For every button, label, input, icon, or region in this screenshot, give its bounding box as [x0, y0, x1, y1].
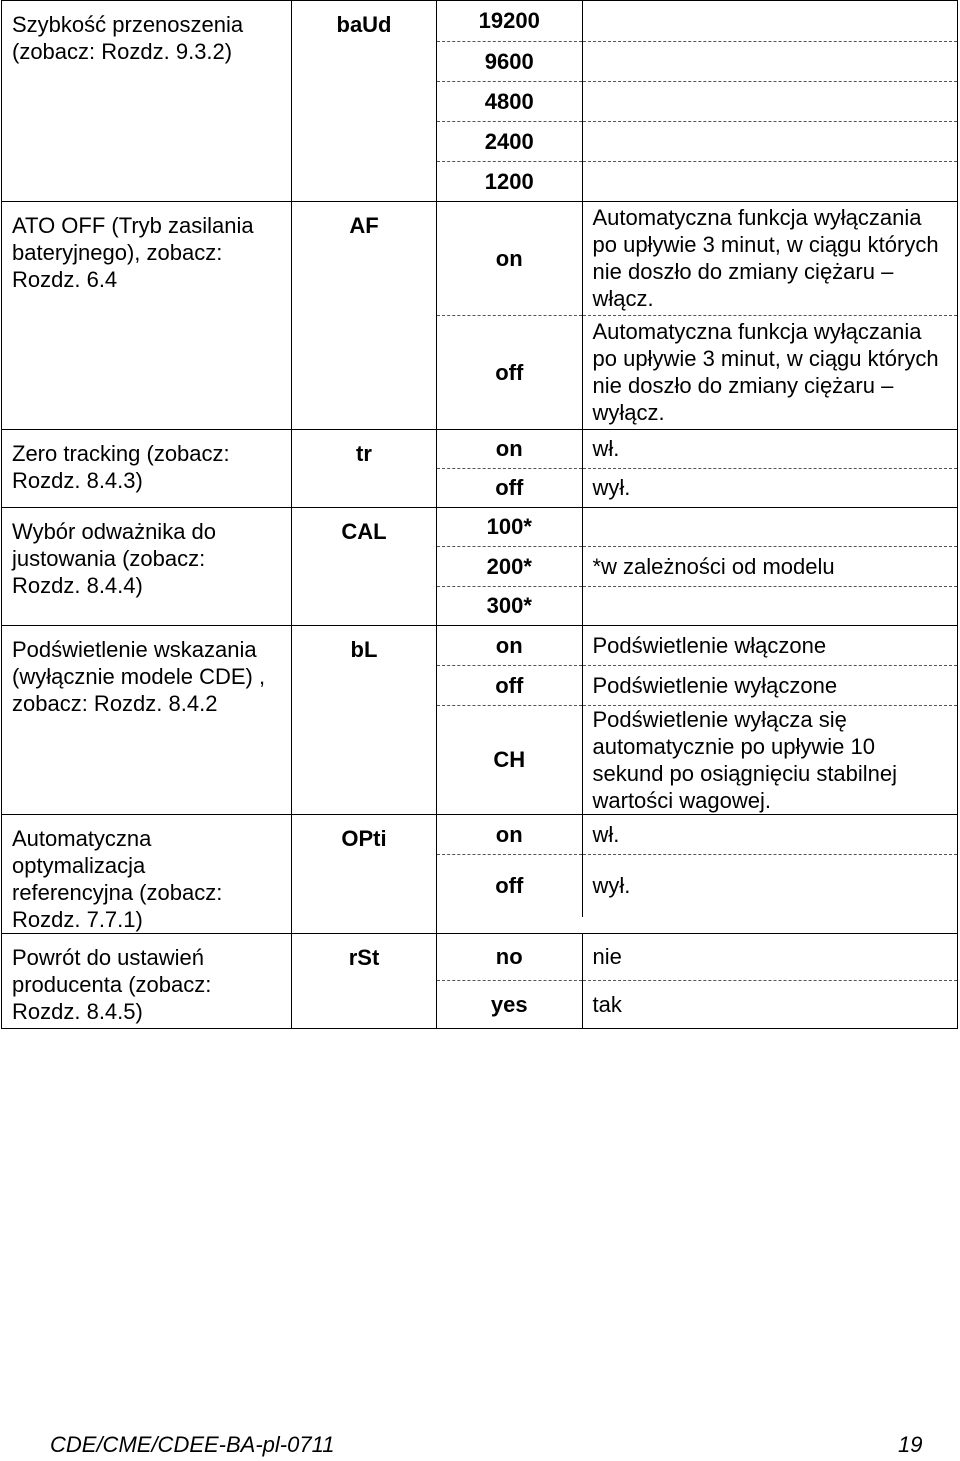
- setting-description-line: Podświetlenie wskazania: [12, 637, 257, 662]
- setting-code: OPti: [341, 825, 387, 851]
- option-description-line: automatycznie po upływie 10: [592, 733, 875, 759]
- option-value: no: [437, 934, 582, 981]
- setting-options: [437, 508, 958, 626]
- option-description: [582, 315, 957, 429]
- settings-row: [2, 430, 958, 508]
- option-description-line: nie doszło do zmiany ciężaru –: [592, 373, 894, 399]
- option-value: 1200: [437, 161, 582, 201]
- setting-description: [2, 814, 292, 933]
- setting-description-line: producenta (zobacz:: [12, 971, 212, 997]
- option-description-line: nie: [592, 944, 622, 970]
- setting-description-line: referencyjna (zobacz:: [12, 879, 223, 905]
- option-description-line: Podświetlenie wyłącza się: [592, 706, 847, 732]
- option-description: [582, 468, 957, 507]
- option-description: [582, 430, 957, 468]
- option-description-line: Podświetlenie wyłączone: [592, 672, 838, 698]
- option-description: [582, 161, 957, 201]
- settings-table-body: [2, 1, 958, 1029]
- setting-code: rSt: [348, 944, 380, 970]
- setting-description-line: optymalizacja: [12, 852, 146, 878]
- option-value: 2400: [437, 121, 582, 161]
- option-description-line: wartości wagowej.: [592, 787, 772, 813]
- settings-table: [1, 0, 958, 1029]
- option-row: [437, 468, 957, 507]
- option-value: on: [437, 430, 582, 468]
- setting-description: [2, 202, 292, 430]
- option-value: 19200: [437, 1, 582, 41]
- option-description: [582, 1, 957, 41]
- option-description: [582, 981, 957, 1028]
- setting-description-line: Wybór odważnika do: [12, 519, 217, 544]
- setting-description: [2, 430, 292, 508]
- option-value: off: [437, 665, 582, 705]
- setting-description-line: (wyłącznie modele CDE) ,: [12, 664, 266, 689]
- setting-code: AF: [349, 213, 379, 238]
- option-row: [437, 705, 957, 814]
- setting-options: [437, 933, 958, 1028]
- option-value: 4800: [437, 81, 582, 121]
- setting-code-cell: [292, 626, 437, 815]
- setting-code-cell: [292, 430, 437, 508]
- option-row: [437, 626, 957, 665]
- option-value: on: [437, 815, 582, 855]
- option-description: [582, 705, 957, 814]
- option-description: [582, 121, 957, 161]
- option-description: [582, 202, 957, 315]
- option-row: [437, 430, 957, 468]
- option-value: on: [437, 202, 582, 315]
- option-value: 300*: [437, 586, 582, 625]
- option-value: 200*: [437, 546, 582, 586]
- option-value: off: [437, 855, 582, 917]
- option-description-line: Automatyczna funkcja wyłączania: [592, 205, 922, 231]
- setting-code-cell: [292, 202, 437, 430]
- setting-description-line: Automatyczna: [12, 825, 152, 851]
- option-row: [437, 815, 957, 855]
- option-description-line: sekund po osiągnięciu stabilnej: [592, 760, 898, 786]
- setting-description: [2, 626, 292, 815]
- setting-description-line: Rozdz. 6.4: [12, 267, 118, 292]
- option-row: [437, 981, 957, 1028]
- settings-row: [2, 933, 958, 1028]
- option-value: 100*: [437, 508, 582, 546]
- setting-options: [437, 430, 958, 508]
- option-row: [437, 1, 957, 41]
- setting-description: [2, 933, 292, 1028]
- option-description: [582, 81, 957, 121]
- option-description: [582, 546, 957, 586]
- setting-options: [437, 1, 958, 202]
- option-row: [437, 202, 957, 315]
- option-description-line: wyłącz.: [592, 400, 665, 426]
- option-value: yes: [437, 981, 582, 1028]
- setting-description-line: Rozdz. 8.4.4): [12, 573, 143, 598]
- setting-description: [2, 1, 292, 202]
- option-value: off: [437, 315, 582, 429]
- setting-code: bL: [350, 637, 378, 662]
- setting-description-line: justowania (zobacz:: [12, 546, 206, 571]
- option-row: [437, 161, 957, 201]
- option-value: on: [437, 626, 582, 665]
- option-description-line: wył.: [592, 873, 631, 899]
- option-row: [437, 586, 957, 625]
- setting-options: [437, 814, 958, 933]
- option-row: [437, 315, 957, 429]
- setting-options: [437, 202, 958, 430]
- option-description: [582, 665, 957, 705]
- option-description-line: po upływie 3 minut, w ciągu których: [592, 232, 939, 258]
- setting-code: baUd: [336, 12, 392, 37]
- option-description-line: Automatyczna funkcja wyłączania: [592, 319, 922, 345]
- option-row: [437, 121, 957, 161]
- option-value: off: [437, 468, 582, 507]
- setting-code-cell: [292, 1, 437, 202]
- settings-row: [2, 1, 958, 202]
- option-row: [437, 934, 957, 981]
- option-description-line: wył.: [592, 475, 631, 501]
- setting-options: [437, 626, 958, 815]
- option-value: 9600: [437, 41, 582, 81]
- setting-description-line: Zero tracking (zobacz:: [12, 441, 230, 466]
- option-description-line: nie doszło do zmiany ciężaru –: [592, 259, 894, 285]
- setting-description-line: Rozdz. 8.4.5): [12, 998, 143, 1024]
- setting-description-line: Rozdz. 8.4.3): [12, 468, 143, 493]
- setting-description-line: Powrót do ustawień: [12, 944, 204, 970]
- option-description: [582, 626, 957, 665]
- setting-description: [2, 508, 292, 626]
- option-description-line: wł.: [592, 821, 620, 847]
- setting-description-line: bateryjnego), zobacz:: [12, 240, 223, 265]
- option-description-line: Podświetlenie włączone: [592, 632, 827, 658]
- setting-code-cell: [292, 814, 437, 933]
- option-description-line: wł.: [592, 436, 620, 462]
- option-description: [582, 586, 957, 625]
- footer-document-code: CDE/CME/CDEE-BA-pl-0711: [50, 1432, 335, 1457]
- option-description-line: *w zależności od modelu: [592, 553, 835, 579]
- settings-row: [2, 202, 958, 430]
- option-description: [582, 815, 957, 855]
- setting-description-line: Rozdz. 7.7.1): [12, 906, 143, 932]
- option-description: [582, 508, 957, 546]
- setting-code: tr: [356, 441, 372, 466]
- setting-description-line: Szybkość przenoszenia: [12, 12, 244, 37]
- setting-description-line: ATO OFF (Tryb zasilania: [12, 213, 254, 238]
- option-row: [437, 546, 957, 586]
- setting-code: CAL: [341, 519, 387, 544]
- option-description-line: po upływie 3 minut, w ciągu których: [592, 346, 939, 372]
- option-value: CH: [437, 705, 582, 814]
- settings-row: [2, 626, 958, 815]
- settings-row: [2, 814, 958, 933]
- footer-page-number: 19: [898, 1432, 923, 1457]
- option-row: [437, 665, 957, 705]
- setting-description-line: (zobacz: Rozdz. 9.3.2): [12, 39, 233, 64]
- option-description-line: tak: [592, 991, 622, 1017]
- option-description-line: włącz.: [592, 286, 654, 312]
- option-row: [437, 41, 957, 81]
- option-row: [437, 508, 957, 546]
- settings-row: [2, 508, 958, 626]
- option-description: [582, 855, 957, 917]
- option-row: [437, 855, 957, 917]
- option-description: [582, 934, 957, 981]
- setting-code-cell: [292, 508, 437, 626]
- setting-description-line: zobacz: Rozdz. 8.4.2: [12, 691, 218, 716]
- option-description: [582, 41, 957, 81]
- option-row: [437, 81, 957, 121]
- setting-code-cell: [292, 933, 437, 1028]
